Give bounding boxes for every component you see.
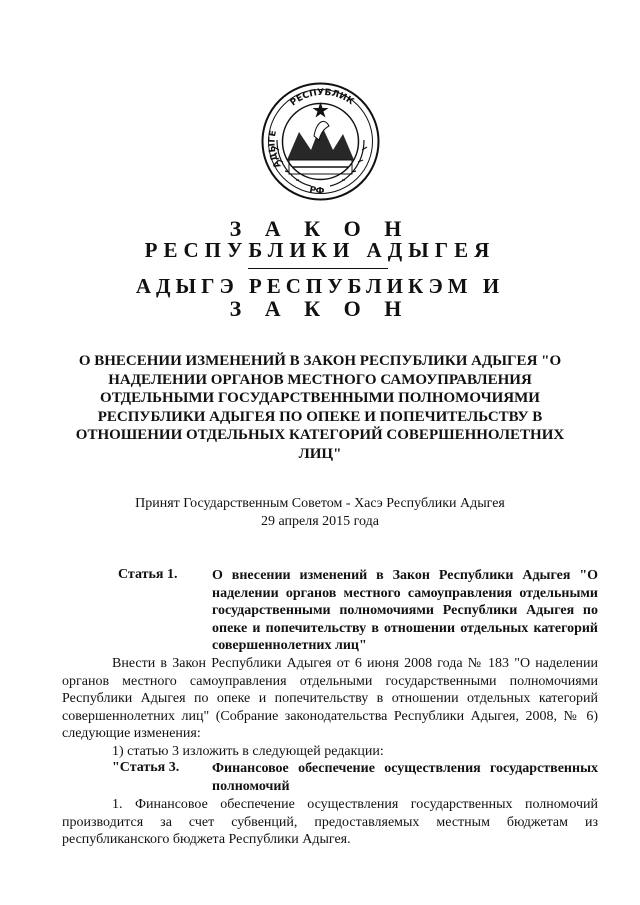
- law-heading: З А К О Н: [229, 216, 411, 241]
- article-3-paragraph-1: 1. Финансовое обеспечение осуществления государственных полномочий производится за счет субвенций, предоставляемых местным бюджетам из республиканского бюджета Республики Адыгея.: [62, 797, 598, 847]
- svg-text:РЕСПУБЛИК: [289, 88, 356, 109]
- republic-heading: РЕСПУБЛИКИ АДЫГЕЯ: [144, 238, 496, 262]
- adoption-info: [60, 495, 580, 530]
- amendment-item-1: 1) статью 3 изложить в следующей редакции:: [112, 744, 384, 759]
- adoption-body: Принят Государственным Советом - Хасэ Республики Адыгея: [135, 496, 505, 511]
- law-heading-adyghe: З А К О Н: [229, 296, 411, 321]
- article-3-title: Финансовое обеспечение осуществления государственных полномочий: [212, 761, 598, 794]
- emblem-ring-text-left: АДЫГЕ: [267, 129, 284, 170]
- article-1-label: Статья 1.: [118, 567, 178, 582]
- article-1-title: О внесении изменений в Закон Республики Адыгея "О наделении органов местного самоуправления отдельными государственными полномочиями Республики Адыгея по опеке и попечительству в отношении отдельных категорий совершеннолетних лиц": [212, 568, 598, 653]
- amendment-intro-paragraph: Внести в Закон Республики Адыгея от 6 июня 2008 года № 183 "О наделении органов местного самоуправления отдельными государственными полномочиями Республики Адыгея по опеке и попечительству в отношении отдельных категорий совершеннолетних лиц" (Собрание законодательства Республики Адыгея, 2008, № 6) следующие изменения:: [62, 656, 598, 741]
- emblem-ring-text-bottom: РФ: [308, 185, 325, 197]
- article-3-label: "Статья 3.: [112, 760, 180, 775]
- coat-of-arms-emblem: [259, 80, 382, 203]
- emblem-ring-text-top: РЕСПУБЛИК: [288, 87, 356, 109]
- svg-text:АДЫГЕ: [267, 130, 283, 170]
- svg-text:РФ: [308, 185, 324, 196]
- republic-heading-adyghe: АДЫГЭ РЕСПУБЛИКЭМ И: [135, 274, 505, 298]
- heading-divider: [248, 268, 388, 269]
- adoption-date: 29 апреля 2015 года: [261, 513, 379, 529]
- law-subtitle: О ВНЕСЕНИИ ИЗМЕНЕНИЙ В ЗАКОН РЕСПУБЛИКИ АДЫГЕЯ "О НАДЕЛЕНИИ ОРГАНОВ МЕСТНОГО САМОУПРАВЛЕНИЯ ОТДЕЛЬНЫМИ ГОСУДАРСТВЕННЫМИ ПОЛНОМОЧИЯМИ РЕСПУБЛИКИ АДЫГЕЯ ПО ОПЕКЕ И ПОПЕЧИТЕЛЬСТВУ В ОТНОШЕНИИ ОТДЕЛЬНЫХ КАТЕГОРИЙ СОВЕРШЕННОЛЕТНИХ ЛИЦ": [75, 353, 565, 462]
